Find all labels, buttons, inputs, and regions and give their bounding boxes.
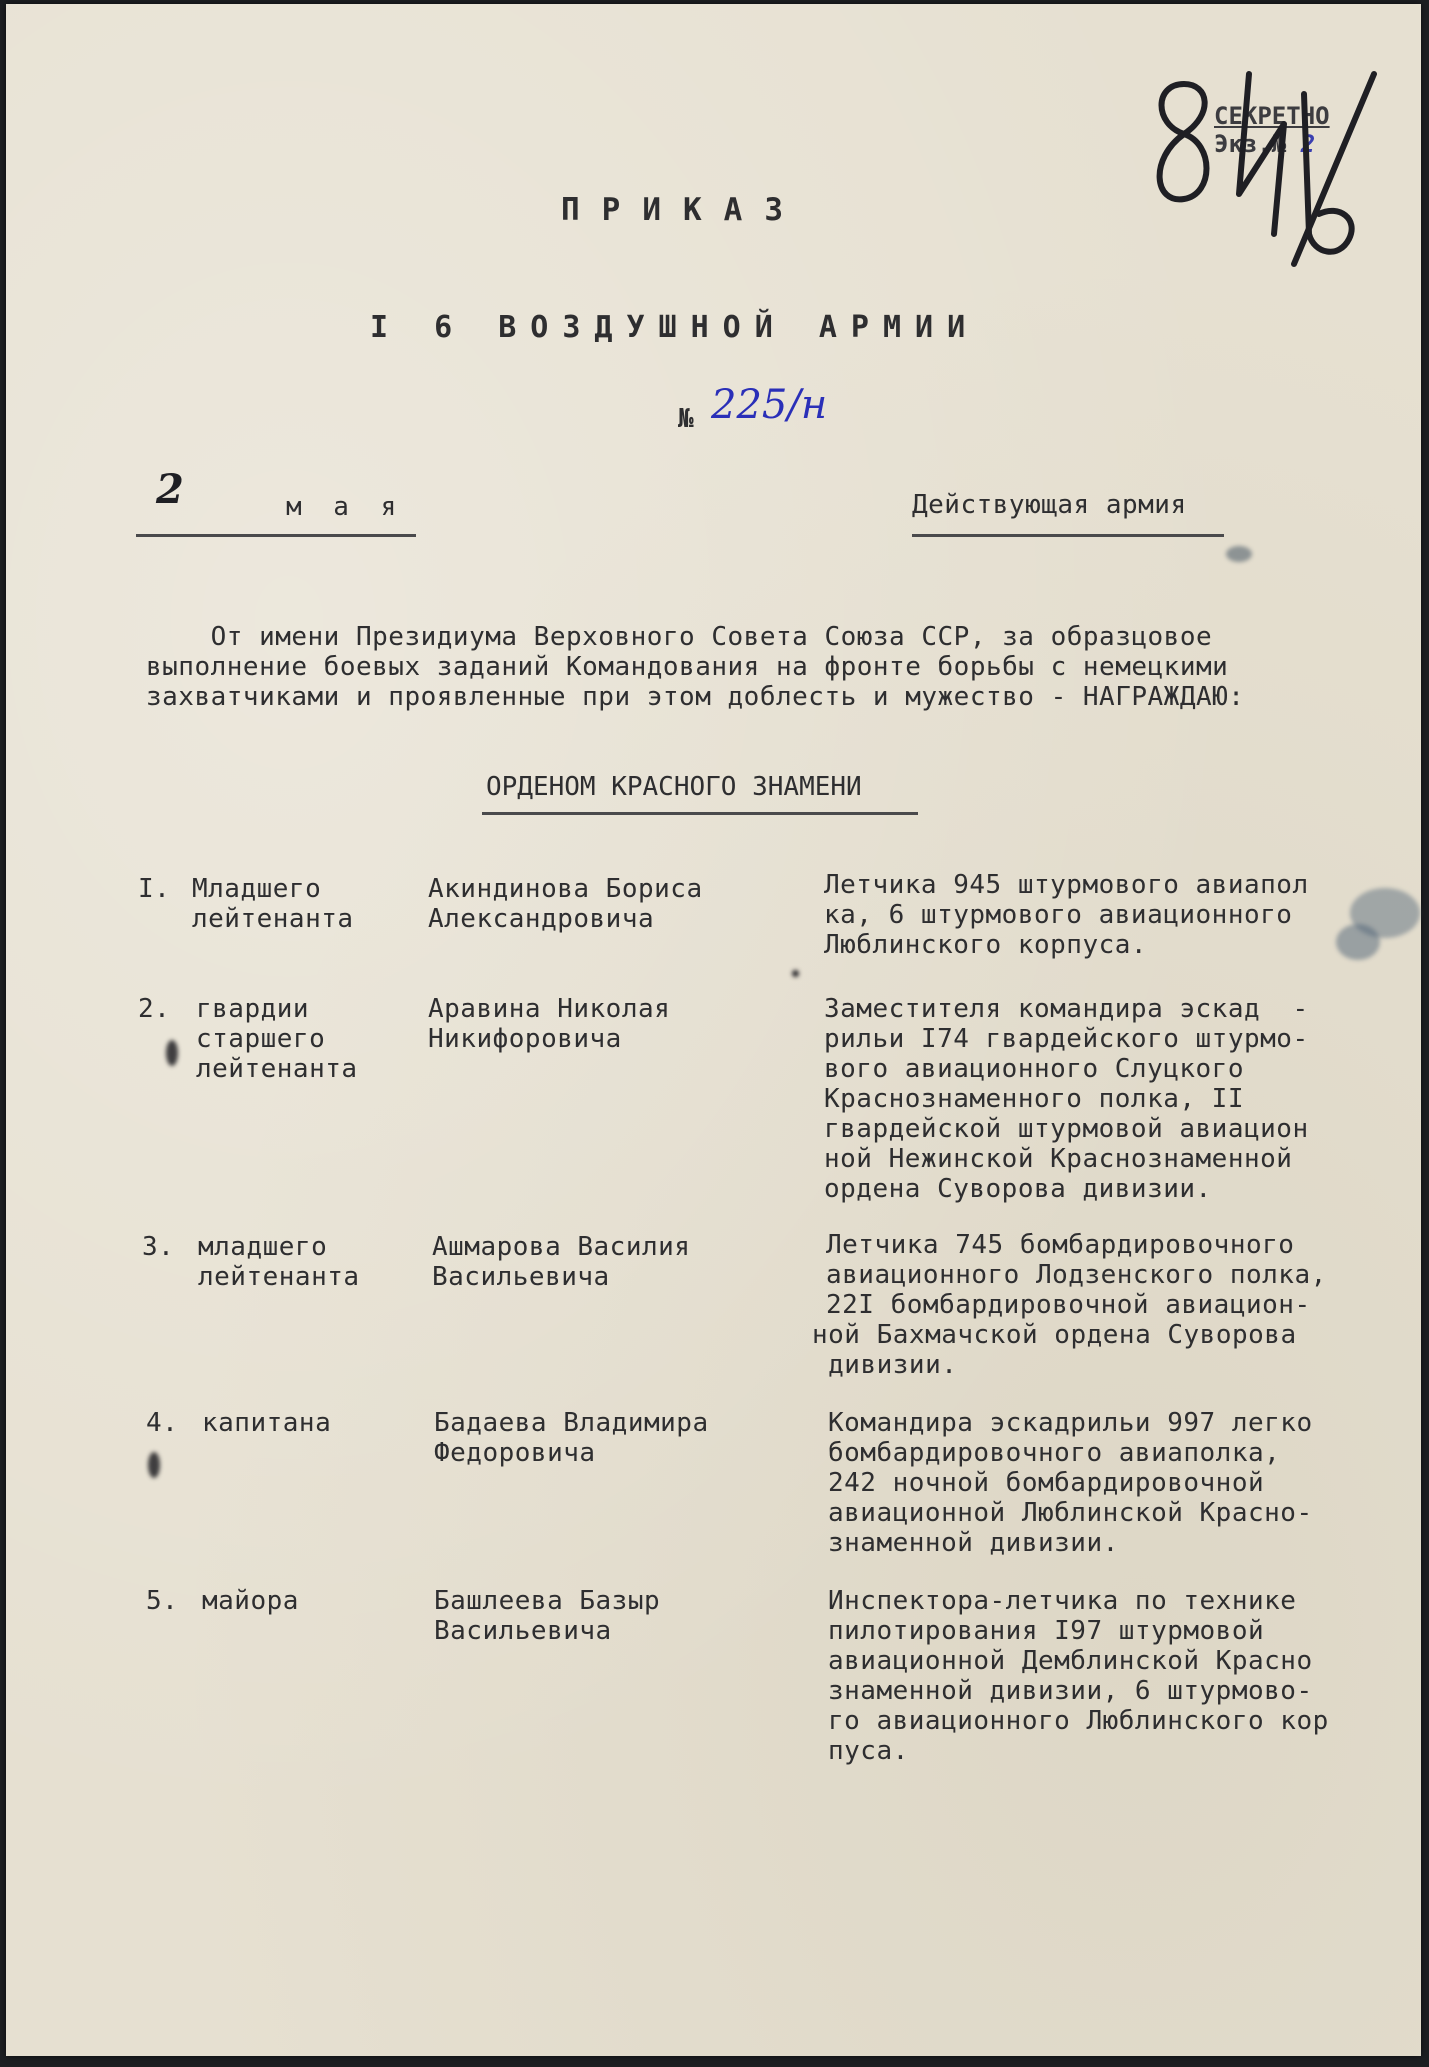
entry-position-line: пилотирования I97 штурмовой (828, 1616, 1265, 1646)
entry-name-line: Никифоровича (428, 1024, 622, 1054)
entry-name-line: Башлеева Базыр (434, 1586, 661, 1616)
ink-dot (792, 970, 799, 977)
entry-position-line: бомбардировочного авиаполка, (828, 1438, 1281, 1468)
entry-position-line: знаменной дивизии. (828, 1528, 1119, 1558)
document-sheet (6, 4, 1421, 2056)
entry-position-line: 22I бомбардировочной авиацион- (826, 1290, 1311, 1320)
order-number-prefix: № (678, 404, 695, 434)
entry-position-line: вого авиационного Слуцкого (824, 1054, 1244, 1084)
award-heading-underline (482, 812, 918, 815)
entry-position-line: го авиационного Люблинского кор (828, 1706, 1329, 1736)
entry-number: 4. (146, 1408, 179, 1438)
entry-position-line: ордена Суворова дивизии. (824, 1174, 1212, 1204)
entry-name-line: Васильевича (432, 1262, 610, 1292)
ink-smudge (1226, 546, 1252, 562)
entry-position-line: знаменной дивизии, 6 штурмово- (828, 1676, 1313, 1706)
ink-mark (166, 1040, 178, 1066)
entry-number: 5. (146, 1586, 179, 1616)
entry-position-line: авиационной Демблинской Красно (828, 1646, 1313, 1676)
location-label: Действующая армия (912, 490, 1187, 520)
entry-position-line: гвардейской штурмовой авиацион (824, 1114, 1309, 1144)
entry-position-line: дивизии. (812, 1350, 958, 1380)
entry-name-line: Васильевича (434, 1616, 612, 1646)
army-name: I 6 ВОЗДУШНОЙ АРМИИ (370, 310, 980, 345)
entry-number: 2. (138, 994, 171, 1024)
entry-position-line: Заместителя командира эскад - (824, 994, 1309, 1024)
entry-name-line: Александровича (428, 904, 655, 934)
entry-position-line: ной Нежинской Краснознаменной (824, 1144, 1293, 1174)
handwritten-reference-number (1144, 64, 1404, 294)
stamp-copy-label: Экз.№ (1214, 130, 1287, 158)
entry-rank-line: лейтенанта (198, 1262, 360, 1292)
ink-smudge (1336, 924, 1380, 960)
entry-number: I. (138, 874, 171, 904)
order-number-value: 225/н (711, 382, 828, 428)
entry-position-line: Летчика 745 бомбардировочного (826, 1230, 1295, 1260)
entry-position-line: пуса. (828, 1736, 909, 1766)
entry-position-line: Люблинского корпуса. (824, 930, 1148, 960)
entry-rank-line: гвардии (196, 994, 310, 1024)
preamble-line-2: выполнение боевых заданий Командования на фронте борьбы с немецкими (146, 652, 1229, 682)
ink-mark (148, 1452, 160, 1478)
entry-name-line: Бадаева Владимира (434, 1408, 709, 1438)
document-title: ПРИКАЗ (561, 192, 805, 228)
entry-position-line: ка, 6 штурмового авиационного (824, 900, 1293, 930)
entry-number: 3. (142, 1232, 175, 1262)
stamp-line-1: СЕКРЕТНО (1214, 102, 1330, 130)
entry-name-line: Аравина Николая (428, 994, 671, 1024)
date-day: 2 (156, 466, 184, 513)
entry-rank-line: Младшего (192, 874, 322, 904)
entry-position-line: рильи I74 гвардейского штурмо- (824, 1024, 1309, 1054)
entry-rank-line: младшего (198, 1232, 328, 1262)
entry-position-line: Инспектора-летчика по технике (828, 1586, 1297, 1616)
location-underline (912, 534, 1224, 537)
entry-position-line: Командира эскадрильи 997 легко (828, 1408, 1313, 1438)
entry-position-line: авиационного Лодзенского полка, (826, 1260, 1327, 1290)
date-month: м а я (286, 492, 405, 522)
entry-position-line: авиационной Люблинской Красно- (828, 1498, 1313, 1528)
entry-position-line: 242 ночной бомбардировочной (828, 1468, 1265, 1498)
stamp-copy-number: 2 (1300, 130, 1316, 158)
preamble-line-1: От имени Президиума Верховного Совета Союза ССР, за образцовое (146, 622, 1213, 652)
entry-position-line: Летчика 945 штурмового авиапол (824, 870, 1309, 900)
entry-rank-line: старшего (196, 1024, 326, 1054)
entry-name-line: Акиндинова Бориса (428, 874, 703, 904)
date-underline (136, 534, 416, 537)
award-heading: ОРДЕНОМ КРАСНОГО ЗНАМЕНИ (486, 772, 862, 802)
entry-rank-line: лейтенанта (192, 904, 354, 934)
entry-name-line: Федоровича (434, 1438, 596, 1468)
entry-rank-line: майора (202, 1586, 299, 1616)
entry-position-line: ной Бахмачской ордена Суворова (812, 1320, 1297, 1350)
preamble-line-3: захватчиками и проявленные при этом доблесть и мужество - НАГРАЖДАЮ: (146, 682, 1245, 712)
entry-rank-line: лейтенанта (196, 1054, 358, 1084)
entry-rank-line: капитана (202, 1408, 332, 1438)
entry-position-line: Краснознаменного полка, II (824, 1084, 1244, 1114)
entry-name-line: Ашмарова Василия (432, 1232, 691, 1262)
